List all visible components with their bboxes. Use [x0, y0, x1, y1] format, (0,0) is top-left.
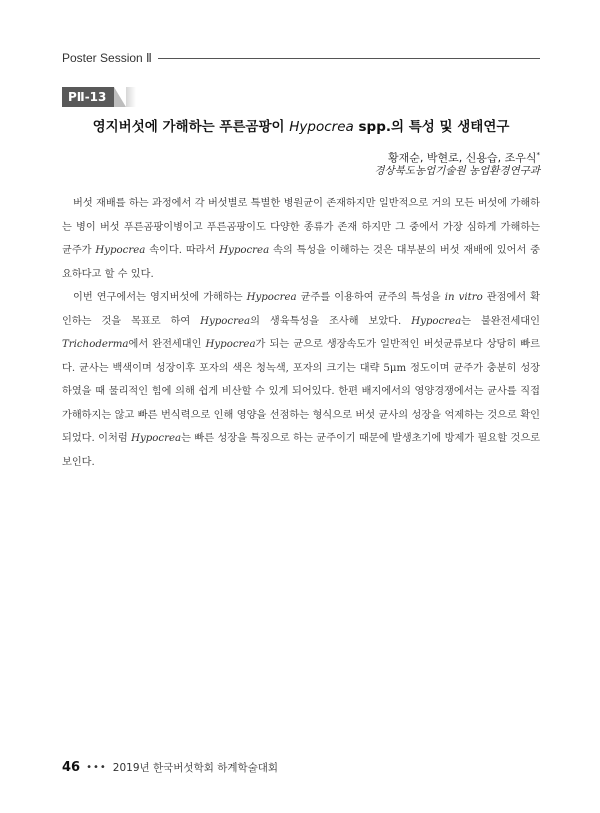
p1-genus-1: Hypocrea [95, 245, 146, 256]
conference-name: 2019년 한국버섯학회 하계학술대회 [112, 761, 279, 774]
p2-genus-5: Hypocrea [131, 433, 182, 444]
p2-genus-1: Hypocrea [246, 292, 297, 303]
author-affiliation: 경상북도농업기술원 농업환경연구과 [374, 165, 540, 177]
p2-text-4: 의 생육특성을 조사해 보았다. [250, 315, 412, 327]
poster-code: PⅡ-13 [62, 87, 114, 107]
p2-text-2: 균주를 이용하여 균주의 특성을 [296, 292, 445, 303]
paper-title [62, 117, 540, 137]
p2-text-6: 에서 완전세대인 [128, 339, 206, 350]
title-text-before: 영지버섯에 가해하는 푸른곰팡이 [92, 119, 290, 135]
p1-genus-2: Hypocrea [219, 245, 270, 256]
p2-trichoderma: Trichoderma [62, 339, 129, 350]
title-text-after: spp.의 특성 및 생태연구 [353, 119, 510, 135]
p2-genus-3: Hypocrea [411, 315, 462, 327]
abstract-paragraph-1 [62, 192, 540, 286]
title-genus: Hypocrea [289, 119, 354, 135]
p1-text-1: 버섯 재배를 하는 과정에서 각 버섯별로 특별한 병원균이 존재하지만 일반적으로 거의 모든 버섯에 가해하는 병이 버섯 푸른곰팡이병이고 푸른곰팡이도 다양한 종류가 존재 하지만 그 중에서 가장 심하게 가해하는 균주가 [62, 198, 540, 256]
session-label: Poster Session Ⅱ [62, 50, 158, 66]
page-number: 46 [62, 759, 81, 775]
poster-code-badge [62, 87, 136, 107]
badge-tail-decoration [114, 87, 126, 107]
running-header [62, 50, 540, 70]
p2-genus-4: Hypocrea [205, 339, 256, 350]
corresponding-author-mark: * [536, 151, 540, 159]
abstract-body [62, 192, 540, 474]
p1-text-3: 속의 특성을 이해하는 것은 대부분의 버섯 재배에 있어서 중요하다고 할 수 있다. [62, 245, 540, 280]
p2-genus-2: Hypocrea [200, 315, 251, 327]
p2-text-3: 관점에서 확인하는 것을 목표로 하여 [62, 292, 541, 327]
p2-in-vitro: in vitro [444, 292, 483, 303]
p2-text-1: 이번 연구에서는 영지버섯에 가해하는 [73, 292, 247, 303]
badge-fade-decoration [126, 87, 136, 107]
abstract-paragraph-2 [62, 286, 540, 474]
footer-dots: ••• [86, 761, 107, 773]
p2-text-7: 가 되는 균으로 생장속도가 일반적인 버섯균류보다 상당히 빠르다. 균사는 백색이며 성장이후 포자의 색은 청녹색, 포자의 크기는 대략 5μm 정도이며 균주가 충분히 성장하였을 때 물리적인 힘에 의해 쉽게 비산할 수 있게 되어있다. 한편 배지에서의 영양경쟁에서는 균사를 직접 가해하지는 않고 빠른 번식력으로 인해 영양을 선점하는 형식으로 버섯 균사의 성장을 억제하는 것으로 확인되었다. 이처럼 [62, 339, 540, 444]
p2-text-5: 는 불완전세대인 [461, 315, 540, 327]
p2-text-8: 는 빠른 성장을 특징으로 하는 균주이기 때문에 발생초기에 방제가 필요할 것으로 보인다. [62, 433, 541, 468]
author-names: 황재순, 박현로, 신용습, 조우식 [388, 151, 537, 165]
page-footer [62, 758, 278, 776]
p1-text-2: 속이다. 따라서 [145, 245, 220, 256]
author-list [388, 148, 540, 166]
